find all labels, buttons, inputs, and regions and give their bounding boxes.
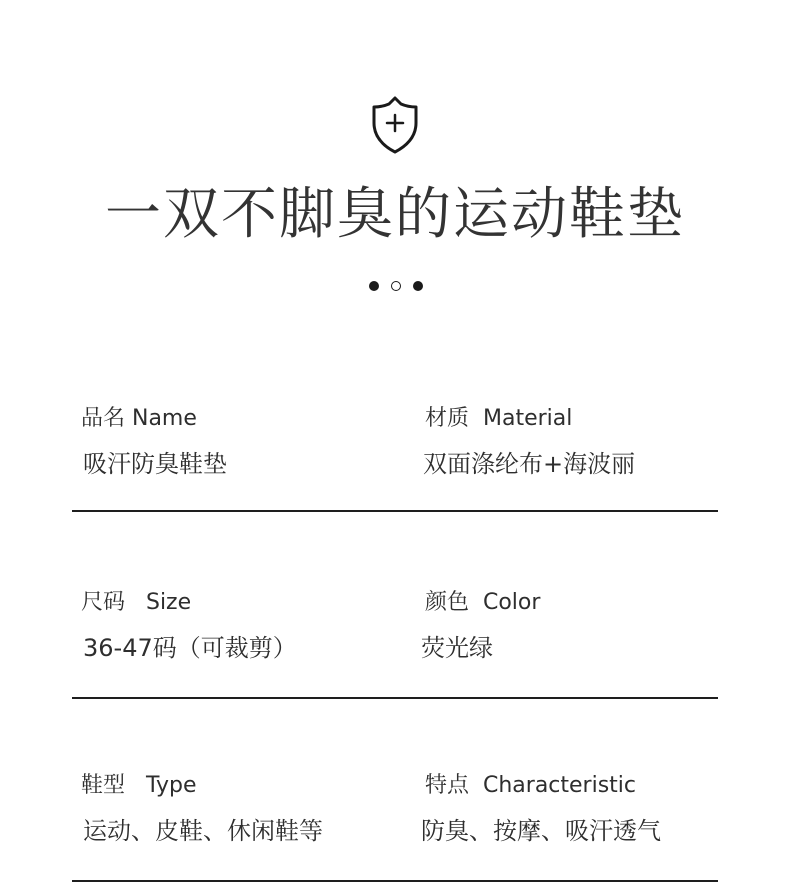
shield-plus-icon [370, 95, 420, 155]
spec-label-color: 颜色 Color [425, 590, 541, 615]
divider [72, 510, 718, 512]
spec-value-size: 36-47码（可裁剪） [83, 634, 297, 662]
indicator-dots [366, 281, 426, 293]
spec-value-characteristic: 防臭、按摩、吸汗透气 [421, 817, 661, 845]
divider [72, 697, 718, 699]
spec-label-name: 品名 Name [81, 406, 197, 431]
spec-value-color: 荧光绿 [421, 634, 493, 662]
indicator-dot [391, 281, 401, 291]
spec-value-type: 运动、皮鞋、休闲鞋等 [83, 817, 323, 845]
spec-label-material: 材质 Material [425, 406, 573, 431]
spec-label-type: 鞋型 Type [81, 773, 197, 798]
divider [72, 880, 718, 882]
spec-label-characteristic: 特点 Characteristic [425, 773, 637, 798]
spec-value-name: 吸汗防臭鞋垫 [83, 450, 227, 478]
indicator-dot [413, 281, 423, 291]
indicator-dot [369, 281, 379, 291]
spec-value-material: 双面涤纶布+海波丽 [423, 450, 636, 478]
spec-label-size: 尺码 Size [81, 590, 192, 615]
page-title: 一双不脚臭的运动鞋垫 [105, 182, 685, 247]
